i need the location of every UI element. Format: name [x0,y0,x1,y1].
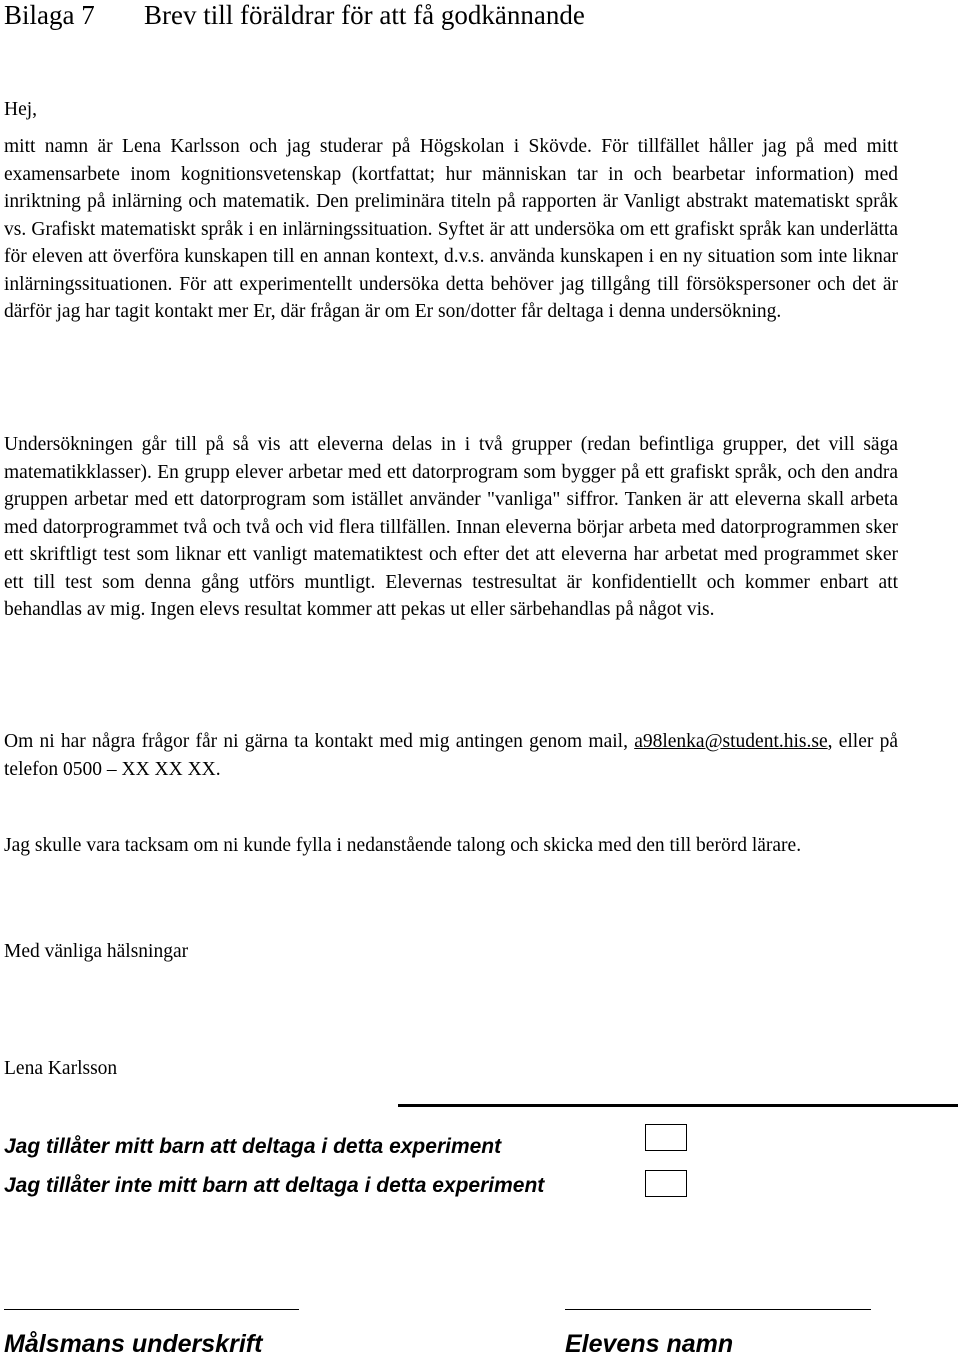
paragraph-contact [4,728,898,783]
option-allow-label: Jag tillåter mitt barn att deltaga i detta experiment [4,1135,502,1158]
contact-phone-text: , eller på telefon 0500 – XX XX XX. [4,731,899,780]
appendix-label: Bilaga 7 [4,0,95,30]
document-title: Brev till föräldrar för att få godkännande [144,0,585,30]
checkbox-deny[interactable] [645,1170,687,1197]
guardian-signature-label: Målsmans underskrift [4,1330,263,1358]
paragraph-method: Undersökningen går till på så vis att eleverna delas in i två grupper (redan befintliga grupper, det vill säga matematikklasser). En grupp elever arbetar med ett datorprogram som bygger på ett grafiskt språk, och den andra gruppen arbetar med ett datorprogram som istället använder "vanliga" siffror. Tanken är att eleverna skall arbeta med datorprogrammet två och två och vid flera tillfällen. Innan eleverna börjar arbeta med datorprogrammen sker ett skriftligt test som liknar ett vanligt matematiktest och efter det att eleverna har arbetat med programmet sker ett till test som denna gång utförs muntligt. Elevernas testresultat är konfidentiellt och kommer enbart att behandlas av mig. Ingen elevs resultat kommer att pekas ut eller särbehandlas på något vis. [4,434,898,620]
student-name-line[interactable] [565,1309,871,1310]
greeting: Hej, [4,99,38,120]
student-name-label: Elevens namn [565,1330,734,1358]
paragraph-request: Jag skulle vara tacksam om ni kunde fylla i nedanstående talong och skicka med den till berörd lärare. [4,835,802,856]
closing: Med vänliga hälsningar [4,941,189,962]
option-deny-label: Jag tillåter inte mitt barn att deltaga i detta experiment [4,1174,545,1197]
email-link[interactable]: a98lenka@student.his.se [634,731,828,752]
guardian-signature-line[interactable] [4,1309,299,1310]
contact-text: Om ni har några frågor får ni gärna ta kontakt med mig antingen genom mail, [4,731,628,752]
paragraph-introduction: mitt namn är Lena Karlsson och jag studerar på Högskolan i Skövde. För tillfället håller jag på med mitt examensarbete inom kognitionsvetenskap (kortfattat; hur människan tar in och bearbetar information) med inriktning på inlärning och matematik. Den preliminära titeln på rapporten är Vanligt abstrakt matematiskt språk vs. Grafiskt matematiskt språk i en inlärningssituation. Syftet är att undersöka om ett grafiskt språk kan underlätta för eleven att överföra kunskapen till en annan kontext, d.v.s. använda kunskapen i en ny situation som inte liknar inlärningssituationen. För att experimentellt undersöka detta behöver jag tillgång till försökspersoner och det är därför jag har tagit kontakt mer Er, där frågan är om Er son/dotter får deltaga i denna undersökning. [4,136,898,322]
checkbox-allow[interactable] [645,1124,687,1151]
divider-rule [398,1104,958,1107]
signature-name: Lena Karlsson [4,1058,118,1079]
page-heading [4,0,585,30]
